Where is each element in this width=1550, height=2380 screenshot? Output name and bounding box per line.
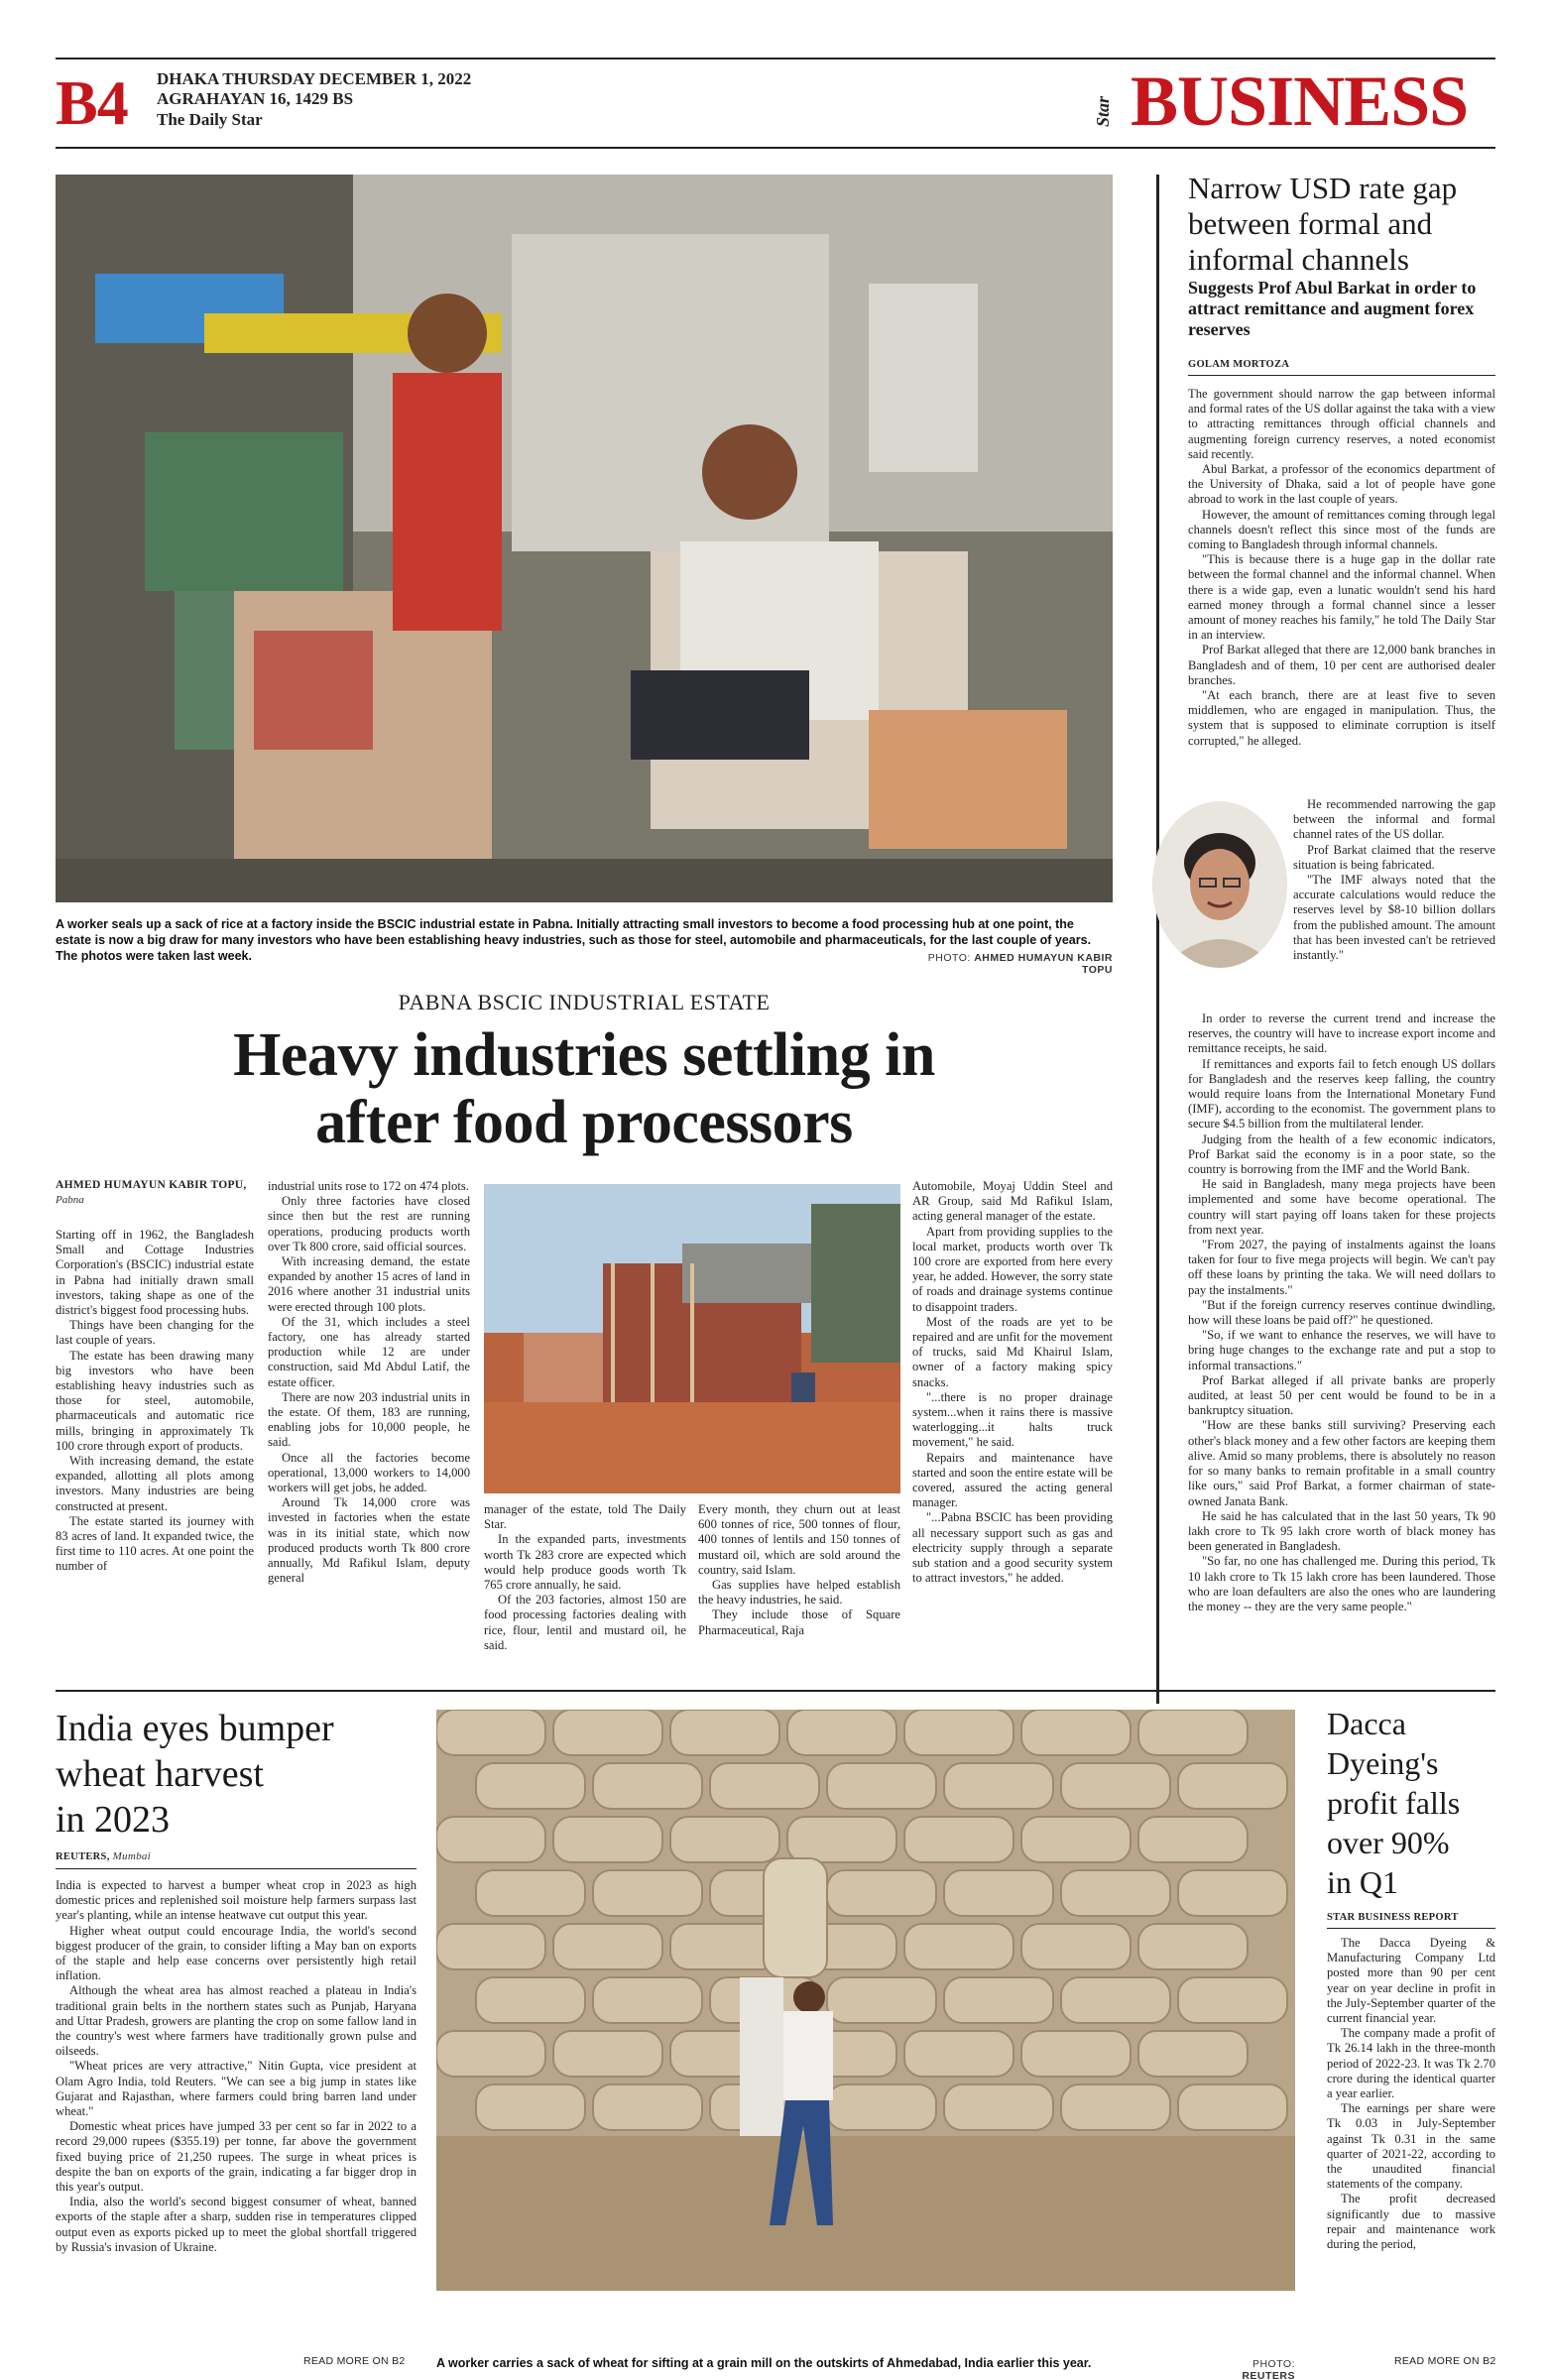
wheat-credit-name: REUTERS [1242,2370,1295,2380]
paragraph: Domestic wheat prices have jumped 33 per cent so far in 2022 to a record 29,000 rupees ($355.19) per tonne, far above the government fixed buying price of 21,250 rupees. The surge in wheat prices is despite the ban on exports of the grain, indicating a far bigger drop in this year's output. [56,2119,417,2195]
paragraph: Gas supplies have helped establish the heavy industries, he said. [698,1578,900,1607]
paragraph: Of the 31, which includes a steel factory, one has already started production while 12 are under construction, said Md Abdul Latif, the estate officer. [268,1314,470,1389]
paragraph: "...there is no proper drainage system...when it rains there is massive waterlogging...it halts truck movement," he said. [912,1389,1113,1450]
dacca-headline-line2: Dyeing's [1327,1745,1439,1781]
story-kicker: PABNA BSCIC INDUSTRIAL ESTATE [398,990,771,1014]
paragraph: He said he has calculated that in the last 50 years, Tk 90 lakh crore to Tk 95 lakh crore worth of black money has been generated in Bangladesh. [1188,1508,1495,1554]
page-number: B4 [56,67,128,138]
paragraph: The earnings per share were Tk 0.03 in July-September against Tk 0.31 in the same quarter of 2021-22, according to the unaudited financial statements of the company. [1327,2101,1495,2192]
dacca-byline-rule [1327,1928,1495,1929]
paragraph: Only three factories have closed since then but the rest are running operations, producing products worth over Tk 800 crore, said official sources. [268,1194,470,1253]
paragraph: The profit decreased significantly due to massive repair and maintenance work during the period, [1327,2192,1495,2252]
paragraph: In the expanded parts, investments worth Tk 283 crore are expected which would help produce goods worth Tk 765 crore annually, he said. [484,1532,686,1593]
bangla-date: AGRAHAYAN 16, 1429 BS [157,89,354,108]
usd-byline: GOLAM MORTOZA [1188,359,1290,370]
india-byline-source: REUTERS, [56,1851,110,1862]
paragraph: Although the wheat area has almost reached a plateau in India's traditional grain belts in the northern states such as Punjab, Haryana and Uttar Pradesh, growers are planting the crop on some fallow land in the country's west where farmers have traditionally grown pulse and oilseeds. [56,1983,417,2059]
date-line: DHAKA THURSDAY DECEMBER 1, 2022 [157,69,472,88]
paragraph: They include those of Square Pharmaceutical, Raja [698,1607,900,1637]
india-dateline: Mumbai [112,1850,152,1862]
main-col-1 [56,1228,254,1575]
construction-illustration [484,1184,900,1493]
dacca-headline-line3: profit falls [1327,1785,1461,1821]
paragraph: Prof Barkat alleged that there are 12,000 bank branches in Bangladesh and of them, 10 per cent are authorised dealer branches. [1188,643,1495,687]
paragraph: Repairs and maintenance have started and soon the entire estate will be covered, assured the acting general manager. [912,1450,1113,1510]
section-divider [56,1690,1495,1692]
paragraph: If remittances and exports fail to fetch enough US dollars for Bangladesh and the reserves keep falling, the country would require loans from the International Monetary Fund (IMF), according to the economist. The government plans to secure $4.5 billion from the multilateral lender. [1188,1056,1495,1131]
top-rule [56,58,1495,60]
main-col-5 [912,1179,1113,1586]
right-column-rule [1156,175,1159,1704]
paragraph: "...Pabna BSCIC has been providing all necessary support such as gas and electricity supply through a separate sub station and a good security system to attract investors," he added. [912,1510,1113,1586]
paragraph: Prof Barkat claimed that the reserve situation is being fabricated. [1293,842,1495,872]
paragraph: Starting off in 1962, the Bangladesh Small and Cottage Industries Corporation's (BSCIC) industrial estate in Pabna had initially drawn small investors, taking shape as one of the district's biggest food processing hubs. [56,1228,254,1318]
usd-body-bottom [1188,1012,1495,1614]
dacca-headline-line4: over 90% [1327,1825,1450,1860]
paragraph: India, also the world's second biggest consumer of wheat, banned exports of the staple after a sharp, sudden rise in temperatures clipped output even as exports picked up to meet the global shortfall triggered by Russia's invasion of Ukraine. [56,2195,417,2254]
dacca-headline-line5: in Q1 [1327,1864,1398,1900]
paragraph: "The IMF always noted that the accurate calculations would reduce the reserves level by $8-10 billion dollars from the published amount. The amount that has been invested can't be retrieved instantly." [1293,873,1495,963]
paragraph: Once all the factories become operational, 13,000 workers to 14,000 workers will get jobs, he added. [268,1450,470,1495]
paper-name: The Daily Star [157,110,263,129]
section-title: BUSINESS [1131,61,1469,141]
paragraph: Things have been changing for the last couple of years. [56,1318,254,1348]
photo-credit-name: AHMED HUMAYUN KABIR TOPU [974,952,1113,976]
main-byline: AHMED HUMAYUN KABIR TOPU, [56,1179,247,1191]
india-headline [56,1706,413,1843]
paragraph: industrial units rose to 172 on 474 plots. [268,1179,469,1193]
india-headline-line1: India eyes bumper [56,1708,334,1749]
paragraph: Most of the roads are yet to be repaired and are unfit for the movement of trucks, said Md Khairul Islam, owner of a factory making spicy snacks. [912,1314,1113,1389]
paragraph: The government should narrow the gap between informal and formal rates of the US dollar against the taka with a view to attracting remittances through official channels and augmenting foreign currency reserves, a noted economist said recently. [1188,387,1495,461]
rice-factory-photo [56,175,1113,902]
paragraph: "So, if we want to enhance the reserves, we will have to bring huge changes to the exchange rate and put a stop to informal transactions." [1188,1328,1495,1372]
dacca-body [1327,1936,1495,2252]
india-byline [56,1850,151,1862]
paragraph: Automobile, Moyaj Uddin Steel and AR Group, said Md Rafikul Islam, acting general manager of the estate. [912,1179,1113,1224]
usd-deck: Suggests Prof Abul Barkat in order to attract remittance and augment forex reserves [1188,278,1477,339]
barkat-portrait [1152,801,1287,968]
main-photo-credit [900,952,1113,976]
paragraph: The company made a profit of Tk 26.14 lakh in the three-month period of 2022-23. It was Tk 2.70 crore during the identical quarter a year earlier. [1327,2026,1495,2101]
paragraph: The estate started its journey with 83 acres of land. It expanded twice, the first time to 110 acres. At one point the number of [56,1513,254,1574]
paragraph: "At each branch, there are at least five to seven middlemen, who are engaged in manipulation. Thus, the system that is supposed to eliminate corruption is itself corrupted," he alleged. [1188,688,1495,748]
dacca-read-more[interactable]: READ MORE ON B2 [1394,2355,1496,2367]
paragraph: The estate has been drawing many big investors who have been establishing heavy industries such as those for steel, automobile, pharmaceuticals and automatic rice mills, bringing in approximately Tk 100 crore through export of products. [56,1348,254,1453]
wheat-photo-credit [1200,2358,1295,2380]
wheat-photo-caption: A worker carries a sack of wheat for sifting at a grain mill on the outskirts of Ahmedabad, India earlier this year. [436,2356,1092,2370]
paragraph: "From 2027, the paying of instalments against the loans taken for four to five mega projects will begin. We can't pay off these loans by printing the taka. We will need dollars to pay the instalments." [1188,1238,1495,1297]
usd-headline: Narrow USD rate gap between formal and informal channels [1188,171,1458,277]
india-headline-line3: in 2023 [56,1799,171,1841]
usd-body-wrap [1293,797,1495,963]
photo-credit-label: PHOTO: [927,952,971,964]
construction-photo [484,1184,900,1493]
india-byline-rule [56,1868,417,1869]
paragraph: India is expected to harvest a bumper wheat crop in 2023 as high domestic prices and replenished soil moisture help farmers surpass last year's planting, while an intense heatwave cut output this year. [56,1878,417,1923]
paragraph: Judging from the health of a few economic indicators, Prof Barkat said the economy is in a poor state, so the country is borrowing from the IMF and the World Bank. [1188,1131,1495,1177]
usd-byline-rule [1188,375,1495,376]
paragraph: "But if the foreign currency reserves continue dwindling, how will these loans be paid off?" he questioned. [1188,1297,1495,1328]
paragraph: However, the amount of remittances coming through legal channels doesn't reflect this since most of the funds are coming to Bangladesh through informal channels. [1188,507,1495,552]
main-headline-line1: Heavy industries settling in [233,1021,935,1089]
paragraph: "How are these banks still surviving? Preserving each other's black money and a few other factors are keeping them alive. Amid so many problems, there is absolutely no reason for so many banks to remain profitable in a small country like ours," said Prof Barkat, a former chairman of state-owned Janata Bank. [1188,1418,1495,1508]
paragraph: He said in Bangladesh, many mega projects have been implemented and some have become operational. The country will start paying off loans taken for these projects from next year. [1188,1177,1495,1237]
dacca-headline-line1: Dacca [1327,1706,1406,1741]
paragraph: Prof Barkat alleged if all private banks are properly audited, at least 50 per cent would be found to be in a bankruptcy situation. [1188,1372,1495,1418]
main-dateline: Pabna [56,1194,84,1206]
paragraph: With increasing demand, the estate expanded by another 15 acres of land in 2016 where another 31 industrial units were erected through 100 plots. [268,1254,470,1314]
dacca-headline [1327,1704,1495,1902]
wheat-credit-label: PHOTO: [1252,2358,1295,2370]
paragraph: He recommended narrowing the gap between the informal and formal channel rates of the US dollar. [1293,797,1495,842]
main-headline [56,1021,1113,1156]
main-col-2 [268,1179,470,1586]
main-col-4 [698,1502,900,1638]
dacca-byline: STAR BUSINESS REPORT [1327,1912,1459,1923]
wheat-sacks-photo [436,1710,1295,2291]
usd-body-top [1188,387,1495,749]
india-headline-line2: wheat harvest [56,1753,264,1795]
main-headline-line2: after food processors [315,1089,853,1156]
paragraph: Of the 203 factories, almost 150 are food processing factories dealing with rice, flour, lentil and mustard oil, he said. [484,1593,686,1652]
india-body [56,1878,417,2255]
paragraph: Around Tk 14,000 crore was invested in factories when the estate was in its initial state, which now produced products worth Tk 800 crore annually, Md Rafikul Islam, deputy general [268,1495,470,1586]
india-read-more[interactable]: READ MORE ON B2 [303,2355,406,2367]
rice-factory-illustration [56,175,1113,902]
star-logo: Star [1093,95,1113,127]
paragraph: Apart from providing supplies to the local market, products worth over Tk 100 crore are exported from here every year, he added. However, the sorry state of roads and drainage systems continue to disappoint traders. [912,1224,1113,1314]
paragraph: There are now 203 industrial units in the estate. Of them, 183 are running, enabling jobs for 10,000 people, he said. [268,1389,470,1450]
paragraph: Abul Barkat, a professor of the economics department of the University of Dhaka, said a lot of people have gone abroad to work in the last couple of years. [1188,462,1495,507]
paragraph: In order to reverse the current trend and increase the reserves, the country will have to increase export income and remittance receipts, he said. [1188,1012,1495,1056]
paragraph: "Wheat prices are very attractive," Nitin Gupta, vice president at Olam Agro India, told Reuters. "We can see a big jump in states like Gujarat and Rajasthan, where farmers could bring barren land under wheat." [56,2059,417,2119]
masthead-rule [56,147,1495,149]
paragraph: Every month, they churn out at least 600 tonnes of rice, 500 tonnes of flour, 400 tonnes of lentils and 150 tonnes of mustard oil, which are sold around the country, said Islam. [698,1502,900,1577]
paragraph: With increasing demand, the estate expanded, allotting all plots among investors. Many industries are being constructed at present. [56,1454,254,1513]
paragraph: The Dacca Dyeing & Manufacturing Company Ltd posted more than 90 per cent year on year decline in profit in the July-September quarter of the current financial year. [1327,1936,1495,2026]
paragraph: manager of the estate, told The Daily Star. [484,1502,686,1532]
paragraph: Higher wheat output could encourage India, the world's second biggest producer of the grain, to consider lifting a May ban on exports of the staple and help ease concerns over persistently high retail inflation. [56,1923,417,1983]
main-photo-caption: A worker seals up a sack of rice at a factory inside the BSCIC industrial estate in Pabna. Initially attracting small investors to become a food processing hub at one point, the estate is now a big draw for many investors who have been establishing heavy industries, such as those for steel, automobile and pharmaceuticals, for the last couple of years. The photos were taken last week. [56,917,1092,963]
wheat-sacks-illustration [436,1710,1295,2291]
main-col-3 [484,1502,686,1653]
paragraph: "This is because there is a huge gap in the dollar rate between the formal channel and the informal channel. When there is a wide gap, even a lunatic wouldn't send his hard earned money through a formal channel since a lesser amount of money reaches his family," he told The Daily Star in an interview. [1188,552,1495,643]
portrait-illustration [1152,801,1287,968]
paragraph: "So far, no one has challenged me. During this period, Tk 10 lakh crore to Tk 15 lakh crore has been laundered. Those who are loan defaulters are also the ones who are laundering the money -- they are the very same people." [1188,1554,1495,1613]
